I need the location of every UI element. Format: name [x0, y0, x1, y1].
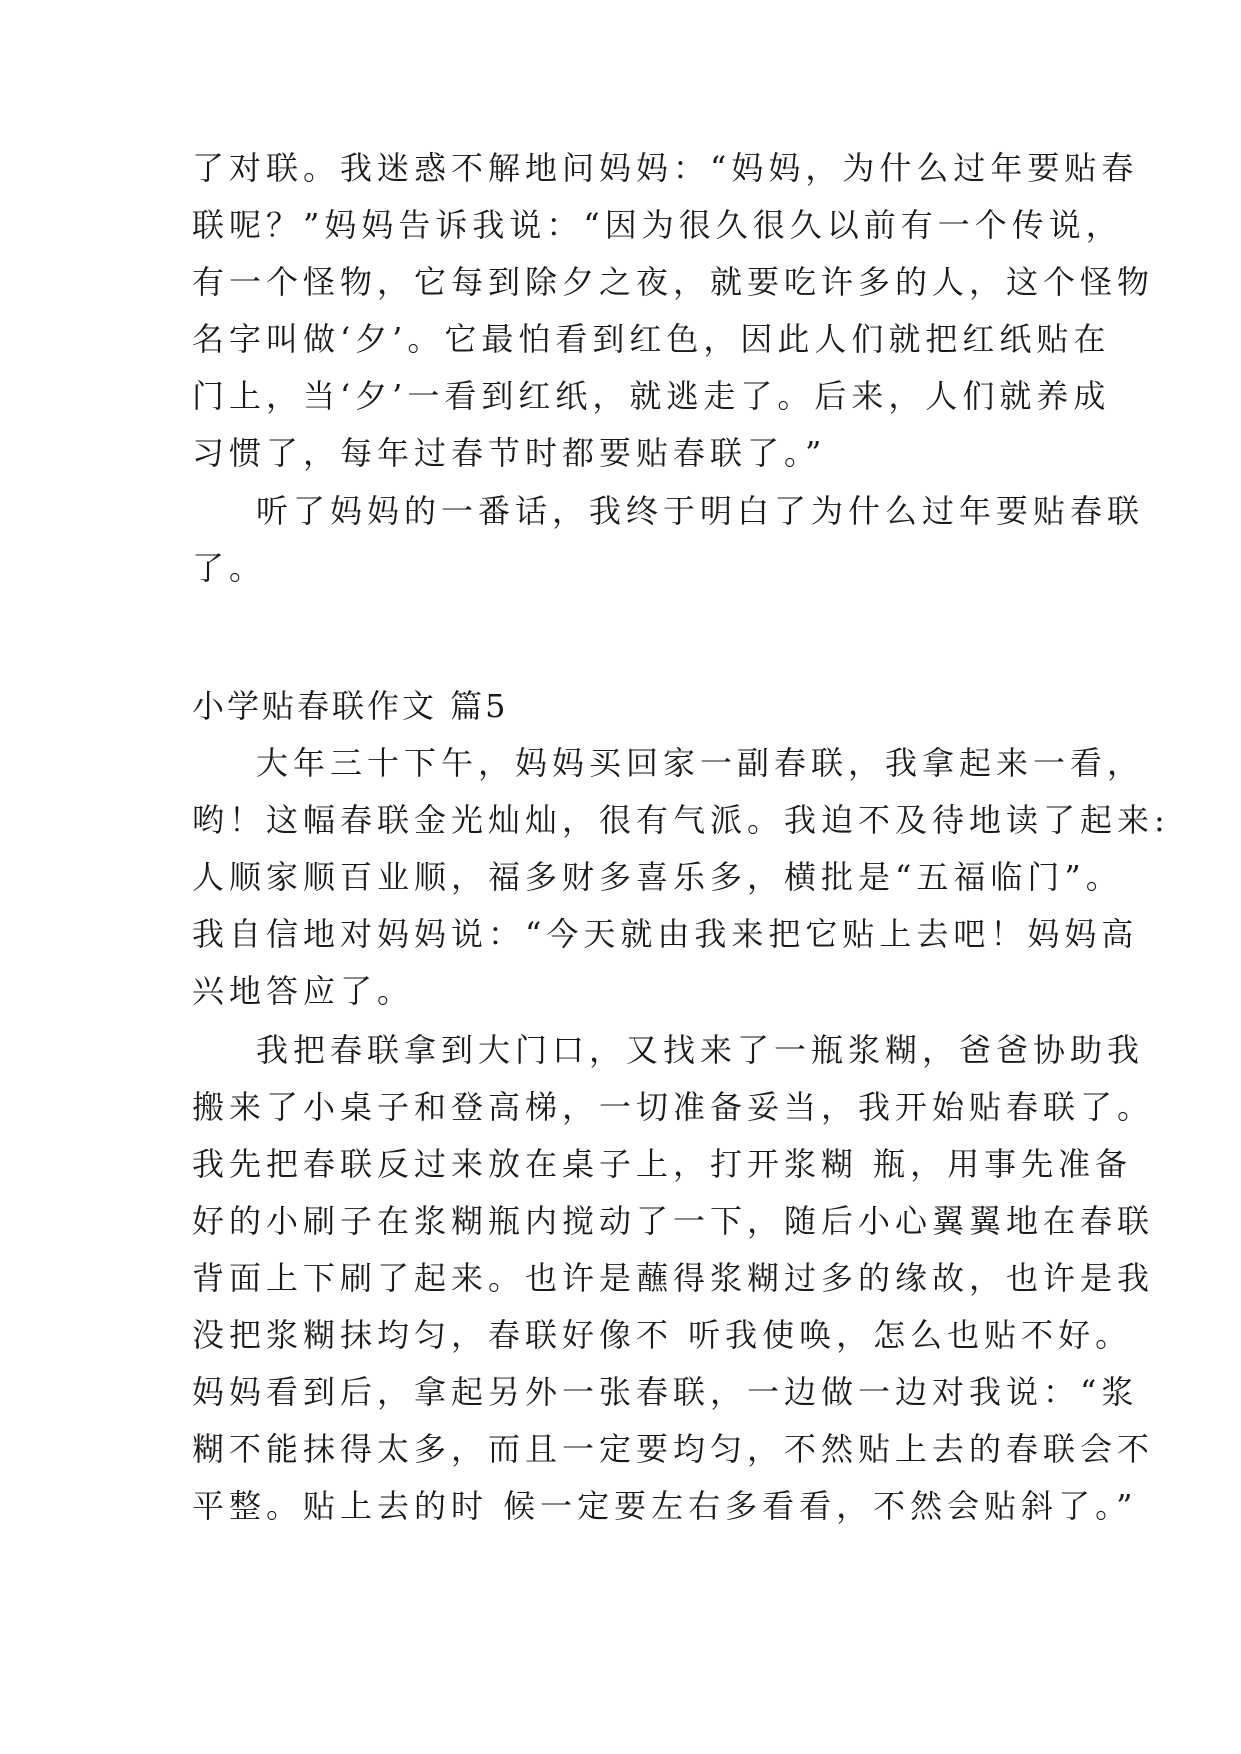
text-line: 习惯了，每年过春节时都要贴春联了。”	[192, 434, 827, 472]
text-line: 听了妈妈的一番话，我终于明白了为什么过年要贴春联	[256, 492, 1145, 530]
text-line: 搬来了小桌子和登高梯，一切准备妥当，我开始贴春联了。	[192, 1088, 1155, 1126]
text-line: 平整。贴上去的时 候一定要左右多看看，不然会贴斜了。”	[192, 1487, 1138, 1525]
text-line: 联呢？”妈妈告诉我说：“因为很久很久以前有一个传说，	[192, 206, 1123, 244]
text-line: 门上，当‘夕’一看到红纸，就逃走了。后来，人们就养成	[192, 377, 1111, 415]
text-line: 有一个怪物，它每到除夕之夜，就要吃许多的人，这个怪物	[192, 263, 1155, 301]
text-line: 背面上下刷了起来。也许是蘸得浆糊过多的缘故，也许是我	[192, 1259, 1155, 1297]
text-line: 糊不能抹得太多，而且一定要均匀，不然贴上去的春联会不	[192, 1430, 1155, 1468]
text-line: 大年三十下午，妈妈买回家一副春联，我拿起来一看，	[256, 744, 1145, 782]
text-line: 人顺家顺百业顺，福多财多喜乐多，横批是“五福临门”。	[192, 858, 1123, 896]
section-heading: 小学贴春联作文 篇5	[192, 687, 509, 725]
text-line: 了对联。我迷惑不解地问妈妈：“妈妈，为什么过年要贴春	[192, 149, 1139, 187]
text-line: 了。	[192, 549, 267, 587]
text-line: 没把浆糊抹均匀，春联好像不 听我使唤，怎么也贴不好。	[192, 1316, 1133, 1354]
text-line: 好的小刷子在浆糊瓶内搅动了一下，随后小心翼翼地在春联	[192, 1202, 1155, 1240]
text-line: 兴地答应了。	[192, 972, 415, 1010]
text-line: 妈妈看到后，拿起另外一张春联，一边做一边对我说：“浆	[192, 1373, 1139, 1411]
text-line: 我自信地对妈妈说：“今天就由我来把它贴上去吧！妈妈高	[192, 915, 1139, 953]
text-line: 名字叫做‘夕’。它最怕看到红色，因此人们就把红纸贴在	[192, 320, 1111, 358]
text-line: 哟！这幅春联金光灿灿，很有气派。我迫不及待地读了起来:	[192, 801, 1170, 839]
text-line: 我先把春联反过来放在桌子上，打开浆糊 瓶，用事先准备	[192, 1145, 1133, 1183]
text-line: 我把春联拿到大门口，又找来了一瓶浆糊，爸爸协助我	[256, 1031, 1145, 1069]
